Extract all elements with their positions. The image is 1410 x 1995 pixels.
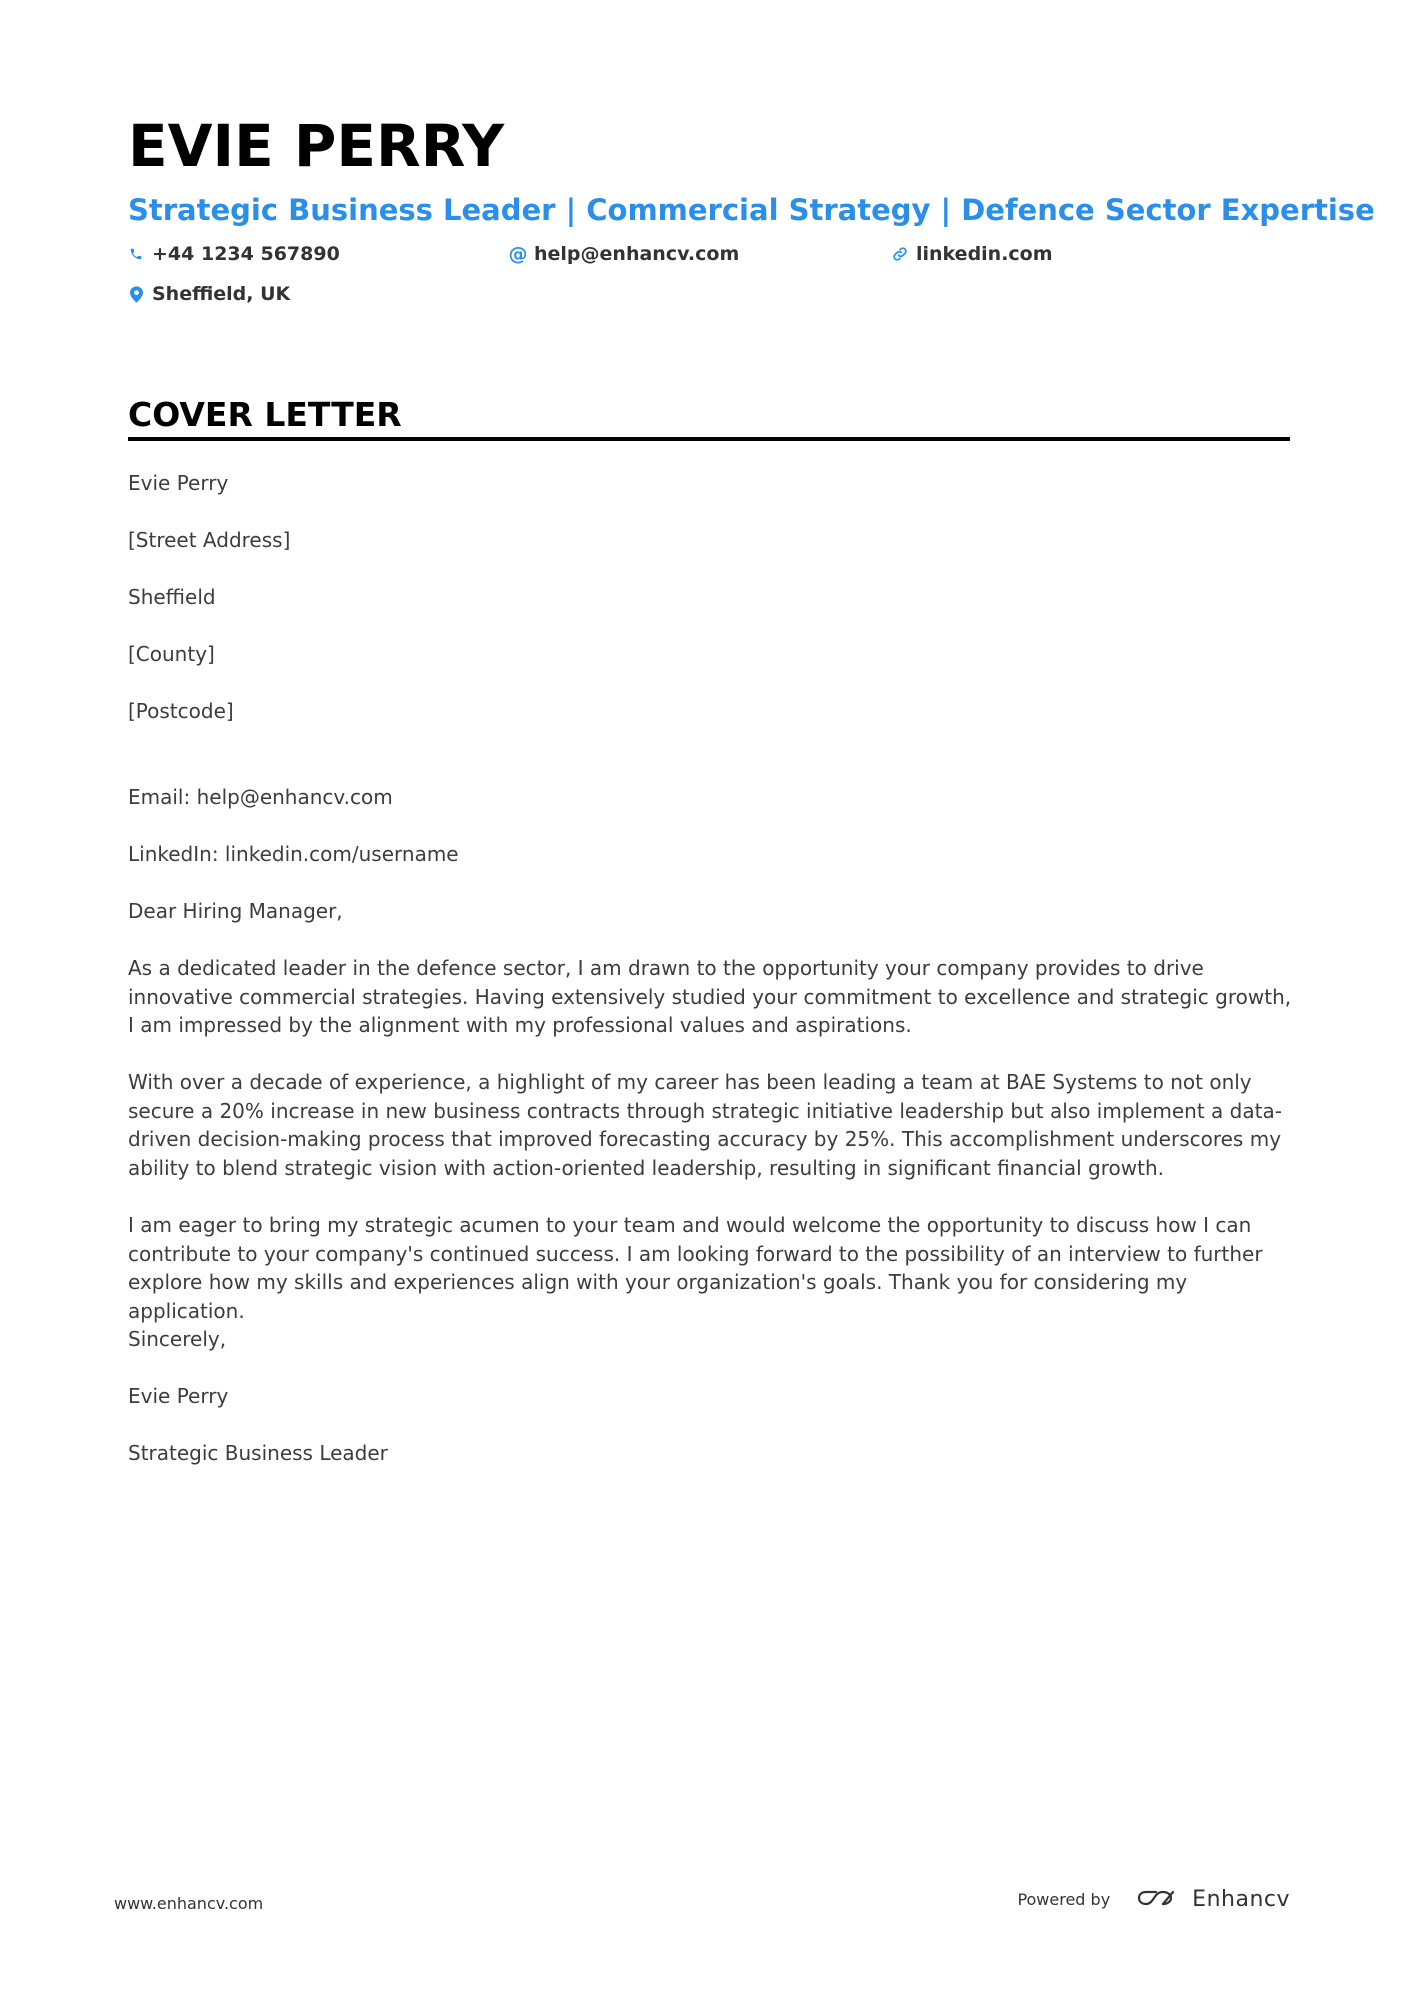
sender-county: [County] [128, 642, 215, 666]
contact-linkedin-text: linkedin.com [916, 243, 1053, 265]
map-pin-icon [128, 284, 144, 304]
candidate-name: EVIE PERRY [128, 112, 505, 180]
contact-phone-text: +44 1234 567890 [152, 243, 340, 265]
contact-email-text: help@enhancv.com [534, 243, 740, 265]
sender-email: Email: help@enhancv.com [128, 785, 393, 809]
body-paragraph-2: With over a decade of experience, a highlight of my career has been leading a team at BAE Systems to not only secure a 20% increase in new business contracts through strategic initiative leadership but also implement a data-driven decision-making process that improved forecasting accuracy by 25%. This accomplishment underscores my ability to blend strategic vision with action-oriented leadership, resulting in significant financial growth. [128, 1070, 1282, 1180]
body-paragraph-1: As a dedicated leader in the defence sector, I am drawn to the opportunity your company provides to drive innovative commercial strategies. Having extensively studied your commitment to excellence and strategic growth, I am impressed by the alignment with my professional values and aspirations. [128, 956, 1292, 1037]
signature-title: Strategic Business Leader [128, 1441, 388, 1465]
section-divider [128, 437, 1290, 441]
contact-phone[interactable] [128, 241, 340, 267]
section-title: COVER LETTER [128, 395, 402, 434]
contact-location [128, 281, 290, 307]
contact-email[interactable] [510, 241, 739, 267]
footer-website[interactable]: www.enhancv.com [114, 1894, 264, 1913]
candidate-headline: Strategic Business Leader | Commercial Strategy | Defence Sector Expertise [128, 193, 1375, 227]
sender-city: Sheffield [128, 585, 216, 609]
link-icon [892, 244, 908, 264]
phone-icon [128, 244, 144, 264]
contact-location-text: Sheffield, UK [152, 283, 291, 305]
powered-by-label: Powered by [1017, 1890, 1111, 1909]
salutation: Dear Hiring Manager, [128, 899, 343, 923]
sender-linkedin: LinkedIn: linkedin.com/username [128, 842, 459, 866]
signature-name: Evie Perry [128, 1384, 229, 1408]
sender-name: Evie Perry [128, 471, 229, 495]
closing: Sincerely, [128, 1327, 227, 1351]
body-paragraph-3: I am eager to bring my strategic acumen to your team and would welcome the opportunity to discuss how I can contribute to your company's continued success. I am looking forward to the possibility of an interview to further explore how my skills and experiences align with your organization's goals. Thank you for considering my application. [128, 1213, 1263, 1323]
footer-branding [1017, 1885, 1290, 1915]
enhancv-logo-icon [1136, 1886, 1192, 1914]
sender-street: [Street Address] [128, 528, 291, 552]
contact-linkedin[interactable] [892, 241, 1053, 267]
at-sign-icon: @ [508, 243, 528, 265]
sender-postcode: [Postcode] [128, 699, 234, 723]
brand-name: Enhancv [1192, 1887, 1290, 1912]
